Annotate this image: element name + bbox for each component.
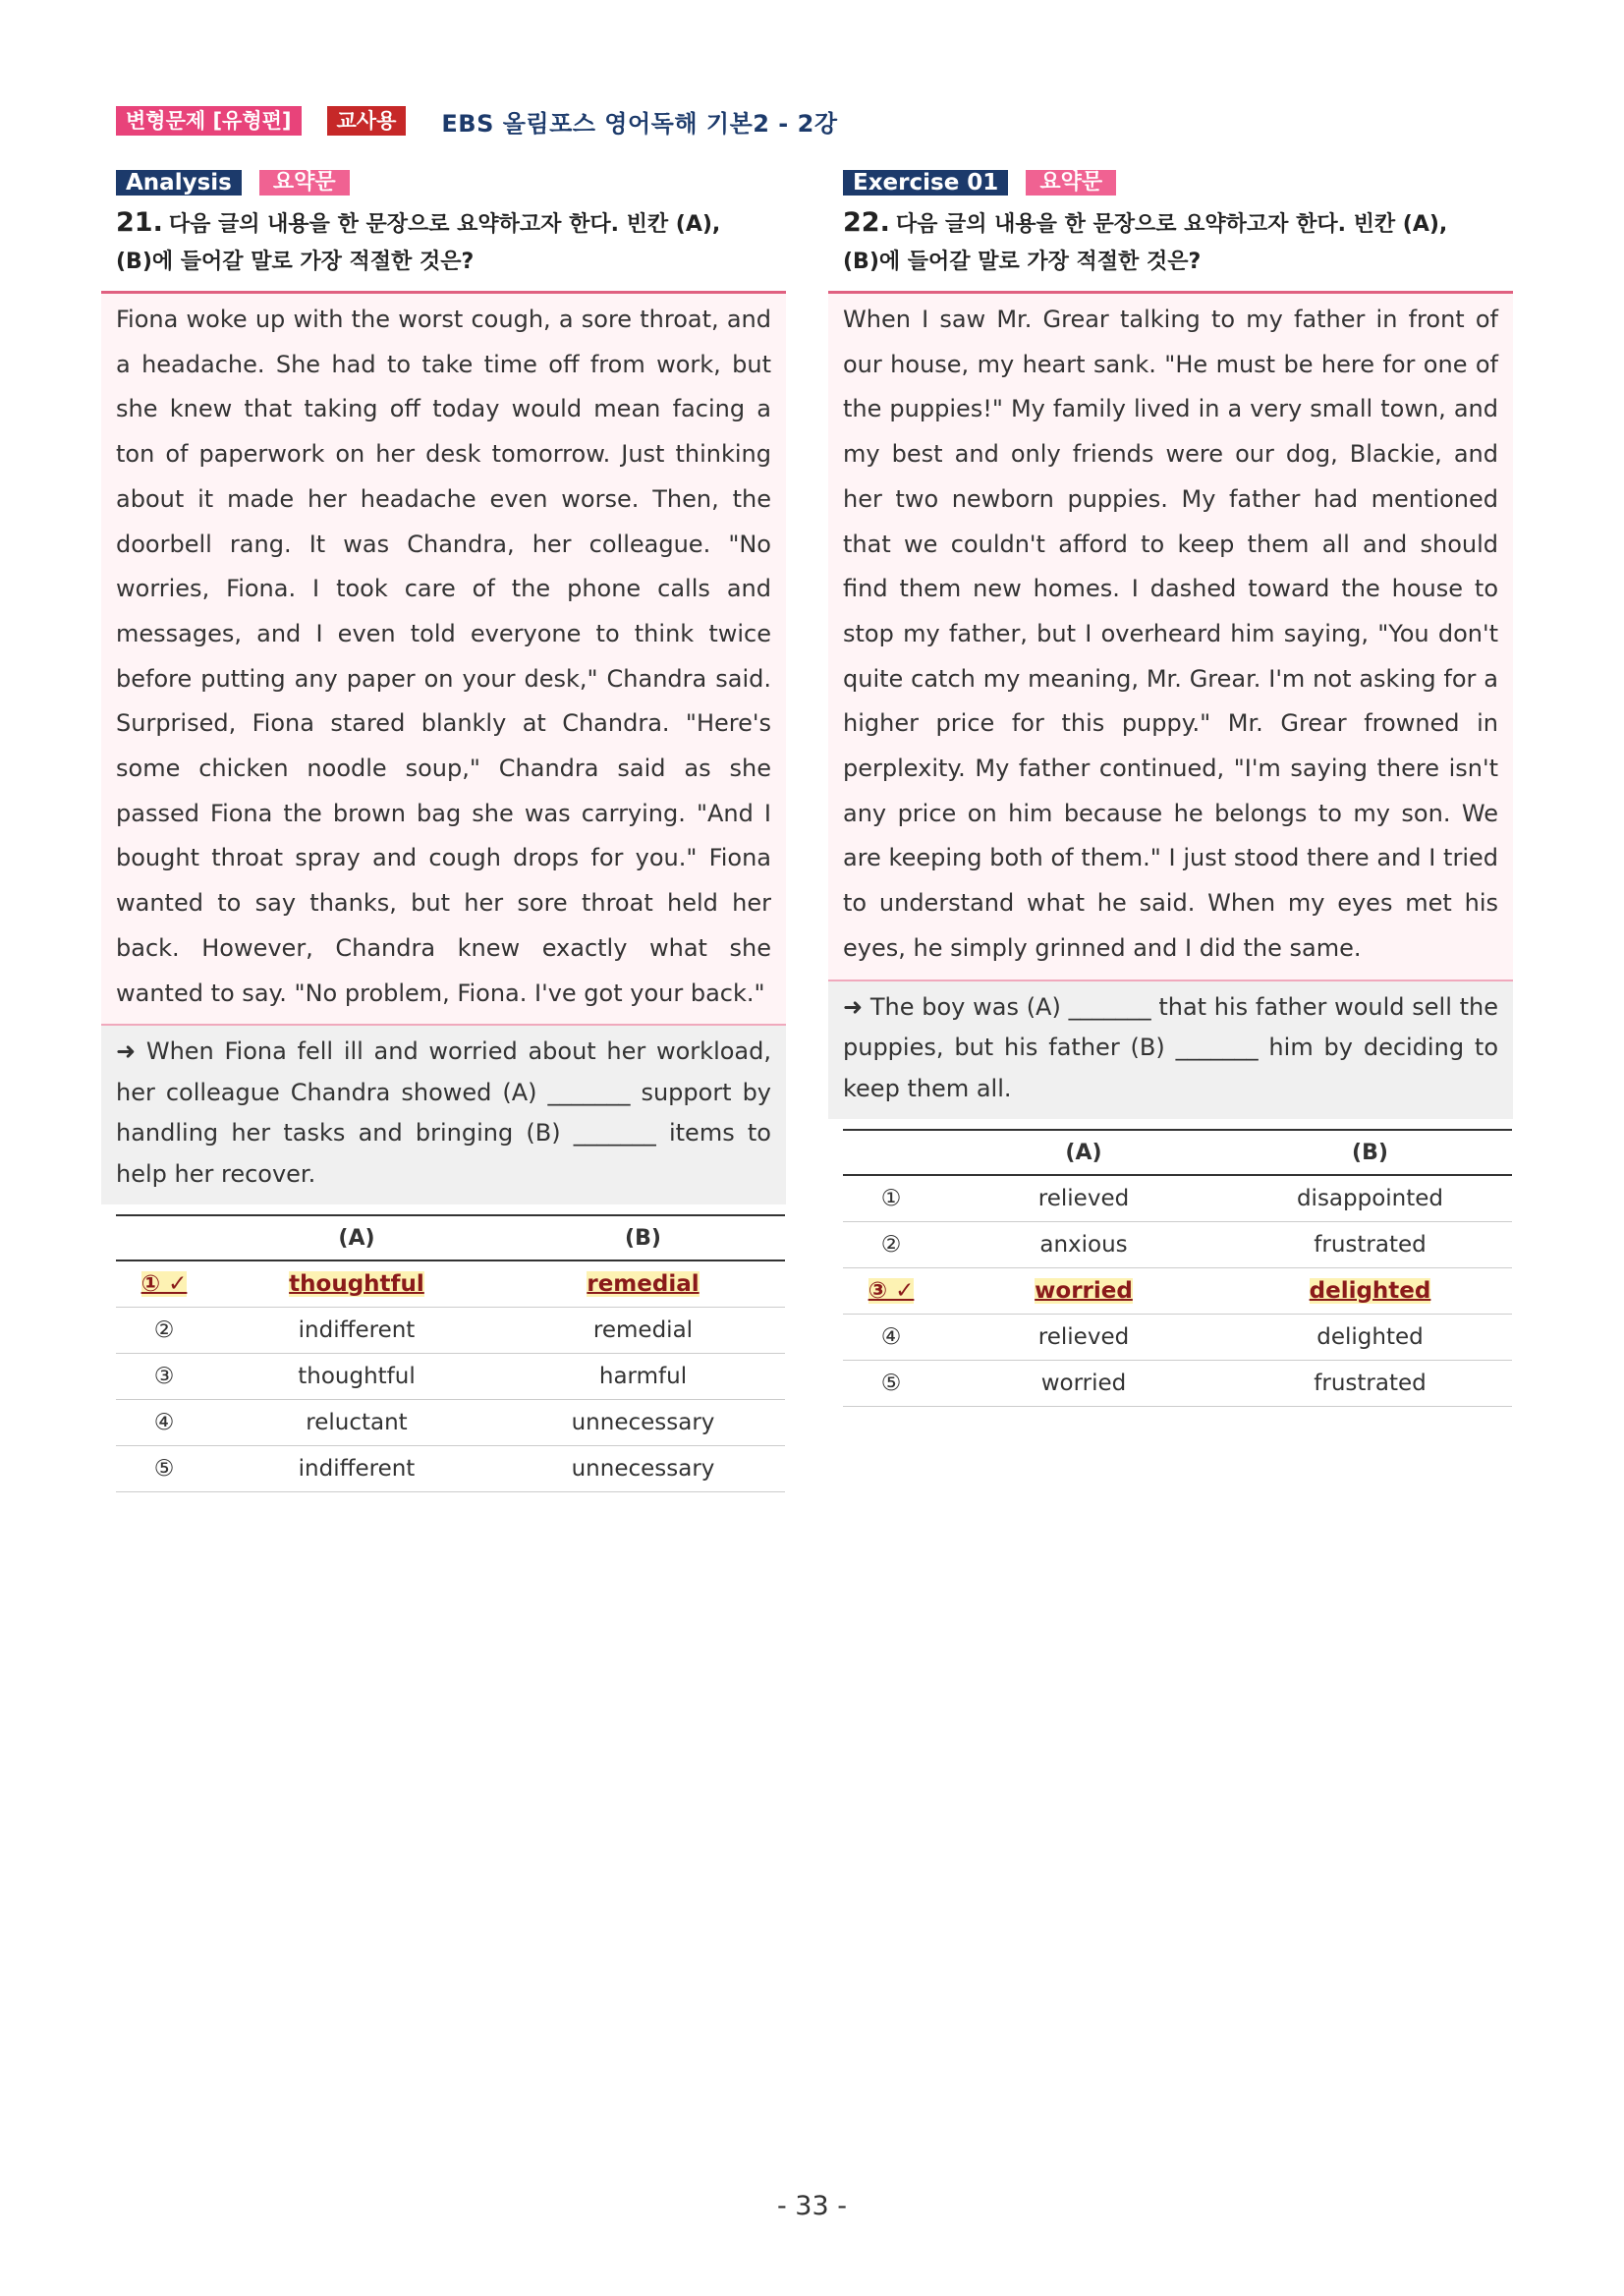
choice-a: relieved — [939, 1175, 1228, 1222]
choice-number: ④ — [843, 1315, 939, 1361]
question-21-column — [101, 169, 786, 1492]
question-line-2: (B)에 들어갈 말로 가장 적절한 것은? — [843, 250, 1202, 274]
choice-number: ③ ✓ — [868, 1278, 915, 1305]
choice-number: ① — [843, 1175, 939, 1222]
choice-b: frustrated — [1228, 1361, 1512, 1407]
choice-b: unnecessary — [501, 1446, 785, 1492]
answer-row-correct[interactable] — [843, 1268, 1512, 1315]
choice-a: worried — [1035, 1278, 1133, 1305]
question-line-1: 다음 글의 내용을 한 문장으로 요약하고자 한다. 빈칸 (A), — [168, 212, 721, 237]
summary-sentence: ➜ The boy was (A) _______ that his father would sell the puppies, but his father (B) _______ him by deciding to keep them all. — [828, 981, 1513, 1120]
question-22-column — [828, 169, 1513, 1407]
page-number: - 33 - — [776, 2191, 847, 2221]
choice-number: ③ — [116, 1354, 212, 1400]
column-header-a: (A) — [212, 1215, 501, 1260]
choice-number: ② — [843, 1222, 939, 1268]
choice-b: frustrated — [1228, 1222, 1512, 1268]
question-prompt — [843, 204, 1513, 281]
choice-b: unnecessary — [501, 1400, 785, 1446]
choice-a: relieved — [939, 1315, 1228, 1361]
column-header-b: (B) — [501, 1215, 785, 1260]
answer-choices-table — [843, 1129, 1512, 1407]
choice-number: ② — [116, 1308, 212, 1354]
passage-text: When I saw Mr. Grear talking to my father in front of our house, my heart sank. "He must be here for one of the puppies!" My family lived in a very small town, and my best and only friends were our dog, Blackie, and her two newborn puppies. My father had mentioned that we couldn't afford to keep them all and should find them new homes. I dashed toward the house to stop my father, but I overheard him saying, "You don't quite catch my meaning, Mr. Grear. I'm not asking for a higher price for this puppy." Mr. Grear frowned in perplexity. My father continued, "I'm saying there isn't any price on him because he belongs to my son. We are keeping both of them." I just stood there and I tried to understand what he said. When my eyes met his eyes, he simply grinned and I did the same. — [828, 291, 1513, 981]
question-number: 21. — [116, 207, 163, 238]
choice-b: disappointed — [1228, 1175, 1512, 1222]
question-line-1: 다음 글의 내용을 한 문장으로 요약하고자 한다. 빈칸 (A), — [895, 212, 1448, 237]
question-number: 22. — [843, 207, 890, 238]
analysis-badge: Analysis — [116, 170, 242, 196]
summary-type-badge: 요약문 — [1026, 170, 1116, 196]
badges — [843, 169, 1513, 196]
choice-b: remedial — [587, 1271, 700, 1298]
answer-row[interactable] — [116, 1446, 785, 1492]
choice-number: ⑤ — [116, 1446, 212, 1492]
badges — [116, 169, 786, 196]
passage-text: Fiona woke up with the worst cough, a sore throat, and a headache. She had to take time off from work, but she knew that taking off today would mean facing a ton of paperwork on her desk tomorrow. Just thinking about it made her headache even worse. Then, the doorbell rang. It was Chandra, her colleague. "No worries, Fiona. I took care of the phone calls and messages, and I even told everyone to think twice before putting any paper on your desk," Chandra said. Surprised, Fiona stared blankly at Chandra. "Here's some chicken noodle soup," Chandra said as she passed Fiona the brown bag she was carrying. "And I bought throat spray and cough drops for you." Fiona wanted to say thanks, but her sore throat held her back. However, Chandra knew exactly what she wanted to say. "No problem, Fiona. I've got your back." — [101, 291, 786, 1026]
choice-b: delighted — [1228, 1315, 1512, 1361]
answer-row[interactable] — [843, 1315, 1512, 1361]
answer-choices-table — [116, 1214, 785, 1492]
choice-a: indifferent — [212, 1308, 501, 1354]
answer-row[interactable] — [116, 1400, 785, 1446]
answer-row[interactable] — [116, 1354, 785, 1400]
answer-row[interactable] — [116, 1308, 785, 1354]
choice-a: thoughtful — [289, 1271, 424, 1298]
answer-row[interactable] — [843, 1361, 1512, 1407]
choice-b: delighted — [1309, 1278, 1431, 1305]
column-header-a: (A) — [939, 1130, 1228, 1175]
summary-sentence: ➜ When Fiona fell ill and worried about her workload, her colleague Chandra showed (A) _______ support by handling her tasks and bringing (B) _______ items to help her recover. — [101, 1026, 786, 1204]
answer-row[interactable] — [843, 1175, 1512, 1222]
choice-a: worried — [939, 1361, 1228, 1407]
answer-row[interactable] — [843, 1222, 1512, 1268]
choice-b: harmful — [501, 1354, 785, 1400]
choice-number: ⑤ — [843, 1361, 939, 1407]
choice-number: ④ — [116, 1400, 212, 1446]
summary-type-badge: 요약문 — [259, 170, 350, 196]
question-prompt — [116, 204, 786, 281]
page-header — [116, 104, 838, 138]
choice-a: anxious — [939, 1222, 1228, 1268]
choice-a: reluctant — [212, 1400, 501, 1446]
column-header-b: (B) — [1228, 1130, 1512, 1175]
choice-b: remedial — [501, 1308, 785, 1354]
type-tag: 변형문제 [유형편] — [116, 106, 302, 136]
exercise-badge: Exercise 01 — [843, 170, 1008, 196]
choice-a: thoughtful — [212, 1354, 501, 1400]
column-header-blank — [116, 1215, 212, 1260]
question-line-2: (B)에 들어갈 말로 가장 적절한 것은? — [116, 250, 475, 274]
teacher-tag: 교사용 — [327, 106, 407, 136]
choice-a: indifferent — [212, 1446, 501, 1492]
page-title: EBS 올림포스 영어독해 기본2 - 2강 — [441, 109, 838, 138]
choice-number: ① ✓ — [140, 1271, 188, 1298]
column-header-blank — [843, 1130, 939, 1175]
answer-row-correct[interactable] — [116, 1260, 785, 1308]
